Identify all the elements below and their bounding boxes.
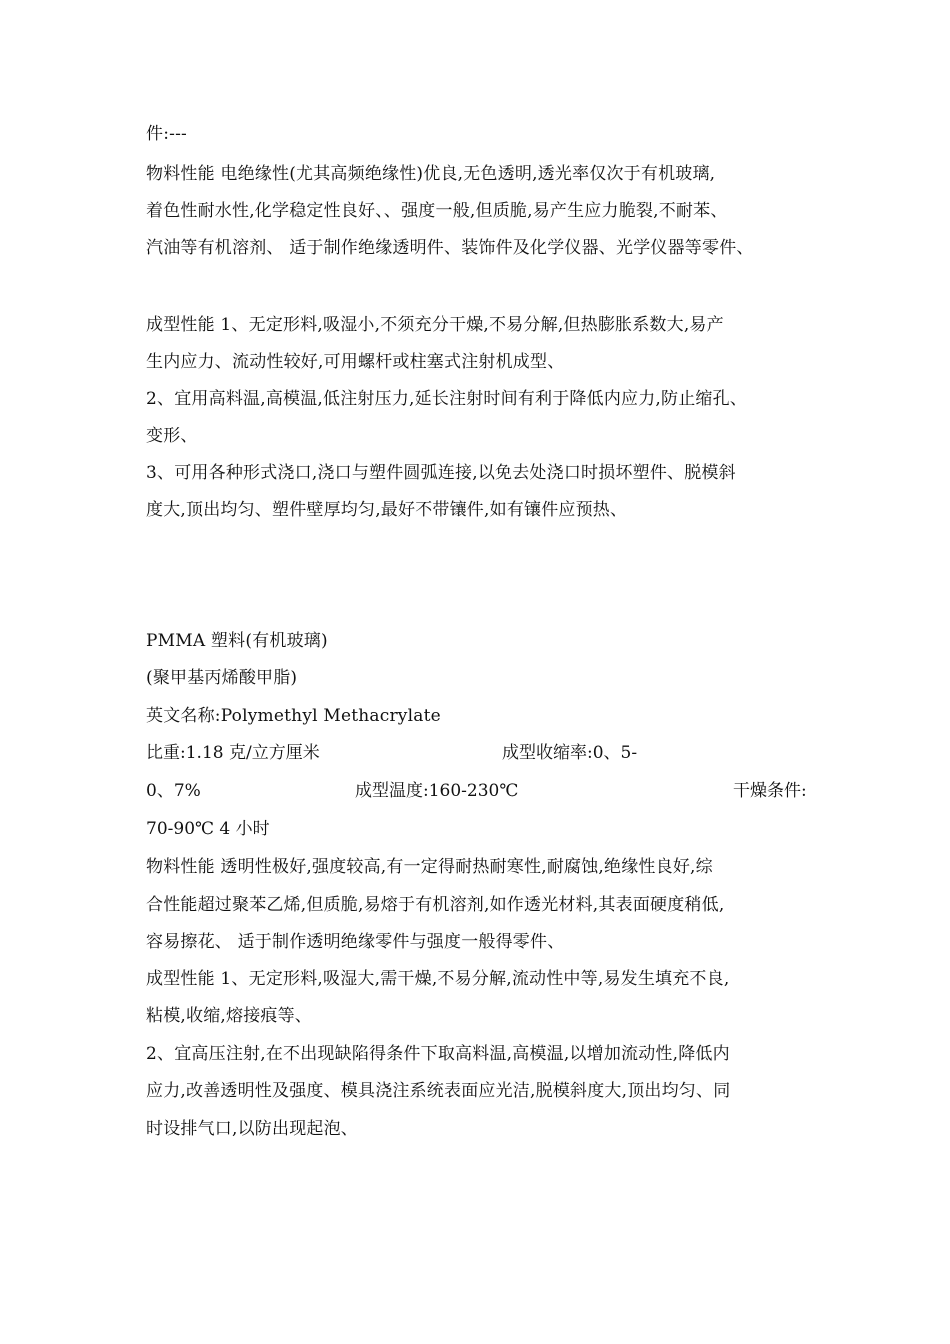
text-line: 2、宜用高料温,高模温,低注射压力,延长注射时间有利于降低内应力,防止缩孔、: [146, 389, 748, 409]
text-line: 度大,顶出均匀、塑件壁厚均匀,最好不带镶件,如有镶件应预热、: [146, 500, 628, 520]
drying-label: 干燥条件:: [733, 781, 807, 801]
english-name: 英文名称:Polymethyl Methacrylate: [146, 706, 441, 726]
text-line: 时设排气口,以防出现起泡、: [146, 1119, 359, 1139]
material-title: PMMA 塑料(有机玻璃): [146, 631, 328, 651]
text-line: 3、可用各种形式浇口,浇口与塑件圆弧连接,以免去处浇口时损坏塑件、脱模斜: [146, 463, 736, 483]
text-line: 成型性能 1、无定形料,吸湿大,需干燥,不易分解,流动性中等,易发生填充不良,: [146, 969, 730, 989]
text-line: 物料性能 透明性极好,强度较高,有一定得耐热耐寒性,耐腐蚀,绝缘性良好,综: [146, 857, 713, 877]
material-subtitle: (聚甲基丙烯酸甲脂): [146, 668, 298, 688]
drying-value: 70-90℃ 4 小时: [146, 819, 270, 839]
density: 比重:1.18 克/立方厘米: [146, 743, 320, 763]
text-line: 2、宜高压注射,在不出现缺陷得条件下取高料温,高模温,以增加流动性,降低内: [146, 1044, 730, 1064]
shrinkage: 成型收缩率:0、5-: [502, 743, 638, 763]
text-line: 变形、: [146, 426, 198, 446]
text-line: 应力,改善透明性及强度、模具浇注系统表面应光洁,脱模斜度大,顶出均匀、同: [146, 1081, 731, 1101]
text-line: 物料性能 电绝缘性(尤其高频绝缘性)优良,无色透明,透光率仅次于有机玻璃,: [146, 164, 716, 184]
text-line: 着色性耐水性,化学稳定性良好、、强度一般,但质脆,易产生应力脆裂,不耐苯、: [146, 201, 728, 221]
text-line: 生内应力、流动性较好,可用螺杆或柱塞式注射机成型、: [146, 352, 565, 372]
text-line: 容易擦花、 适于制作透明绝缘零件与强度一般得零件、: [146, 932, 565, 952]
molding-temperature: 成型温度:160-230℃: [355, 781, 519, 801]
shrinkage-continued: 0、7%: [146, 781, 201, 801]
text-line: 成型性能 1、无定形料,吸湿小,不须充分干燥,不易分解,但热膨胀系数大,易产: [146, 315, 724, 335]
text-line: 件:---: [146, 124, 187, 144]
text-line: 合性能超过聚苯乙烯,但质脆,易熔于有机溶剂,如作透光材料,其表面硬度稍低,: [146, 895, 725, 915]
text-line: 粘模,收缩,熔接痕等、: [146, 1006, 313, 1026]
text-line: 汽油等有机溶剂、 适于制作绝缘透明件、装饰件及化学仪器、光学仪器等零件、: [146, 238, 754, 258]
